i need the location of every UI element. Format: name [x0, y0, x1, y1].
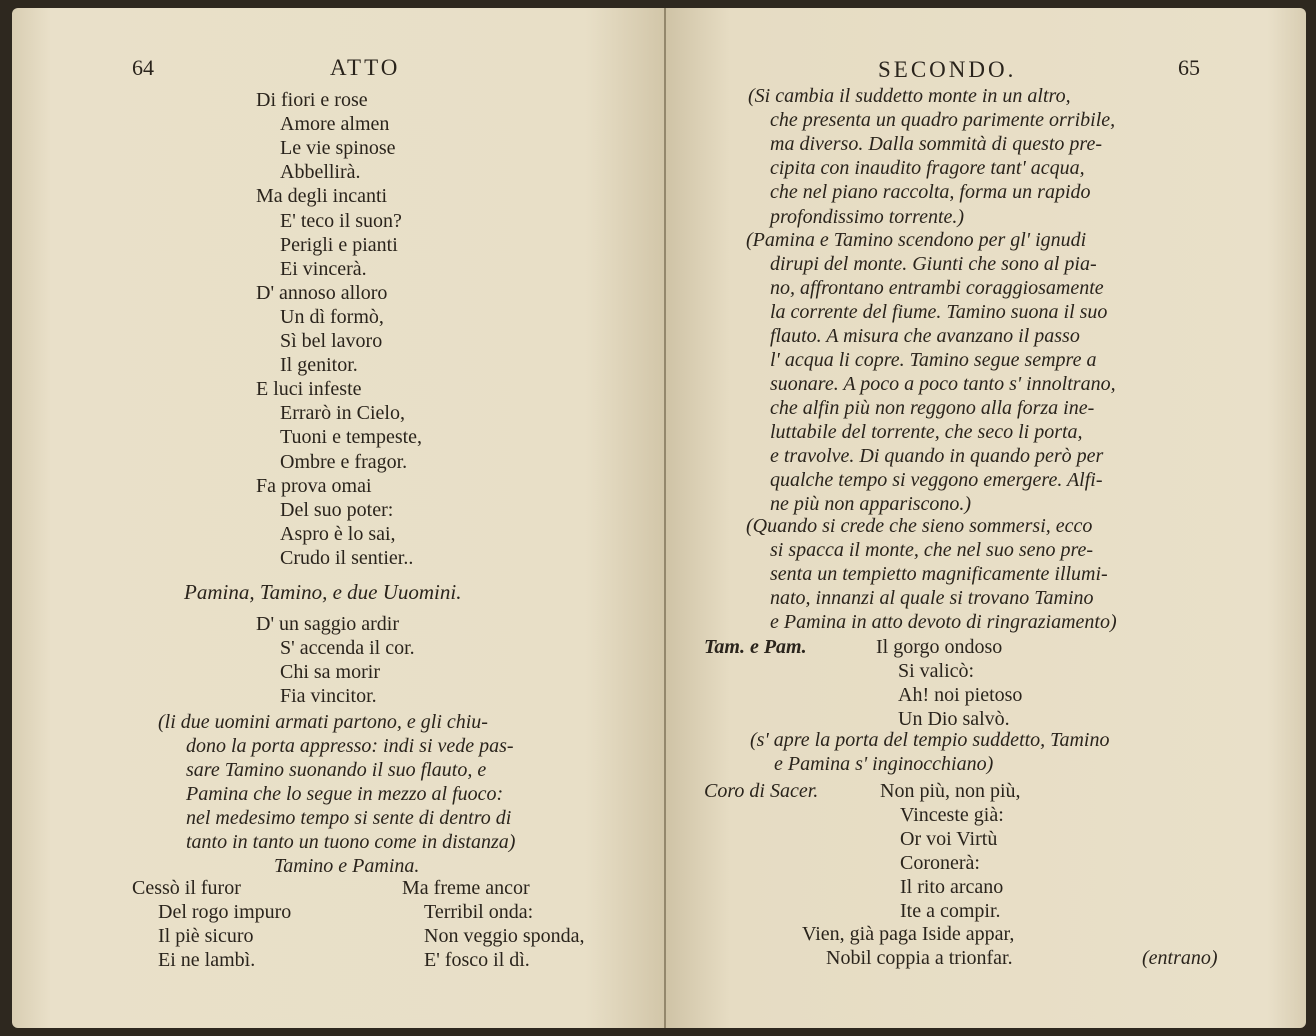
direction-line: (Si cambia il suddetto monte in un altro, — [748, 85, 1071, 107]
direction-line: (Pamina e Tamino scendono per gl' ignudi — [746, 229, 1087, 251]
right-page — [666, 8, 1306, 1028]
direction-line: (Quando si crede che sieno sommersi, ecco — [746, 515, 1093, 537]
verse-line: S' accenda il cor. — [280, 637, 415, 659]
verse-line: Abbellirà. — [280, 161, 361, 184]
direction-line: cipita con inaudito fragore tant' acqua, — [770, 157, 1085, 180]
direction-line: si spacca il monte, che nel suo seno pre- — [770, 539, 1094, 561]
verse-line: Si valicò: — [898, 660, 975, 682]
direction-line: la corrente del fiume. Tamino suona il suo — [770, 301, 1108, 323]
speaker-coro: Coro di Sacer. — [704, 780, 819, 802]
left-page — [12, 8, 664, 1028]
verse-line: D' un saggio ardir — [256, 613, 400, 635]
verse-line: Un Dio salvò. — [898, 708, 1010, 730]
verse-line: Ite a compir. — [900, 900, 1001, 922]
exit-direction: (entrano) — [1142, 947, 1218, 969]
direction-line: senta un tempietto magnificamente illumi- — [770, 563, 1108, 585]
verse-line: Ma degli incanti — [256, 185, 388, 208]
running-head-right: SECONDO. — [878, 57, 1017, 82]
direction-line: luttabile del torrente, che seco li porta, — [770, 421, 1083, 443]
direction-line: ma diverso. Dalla sommità di questo pre- — [770, 133, 1103, 156]
direction-line: l' acqua li copre. Tamino segue sempre a — [770, 349, 1097, 371]
direction-line: che nel piano raccolta, forma un rapido — [770, 181, 1091, 204]
verse-line: Vinceste già: — [900, 804, 1004, 826]
direction-line: flauto. A misura che avanzano il passo — [770, 325, 1080, 347]
verse-line: Ah! noi pietoso — [898, 684, 1023, 706]
verse-line: Crudo il sentier.. — [280, 546, 414, 569]
duet-line: Non veggio sponda, — [424, 925, 585, 947]
verse-line: Fa prova omai — [256, 474, 372, 497]
verse-line: Sì bel lavoro — [280, 330, 383, 352]
direction-line: tanto in tanto un tuono come in distanza) — [186, 831, 516, 853]
verse-line: E luci infeste — [256, 378, 362, 401]
verse-line: Ombre e fragor. — [280, 450, 408, 473]
verse-line: Non più, non più, — [880, 780, 1021, 802]
verse-line: Di fiori e rose — [256, 89, 368, 111]
direction-line: nato, innanzi al quale si trovano Tamino — [770, 587, 1094, 609]
verse-line: Fia vincitor. — [280, 685, 377, 707]
direction-line: e Pamina in atto devoto di ringraziamento) — [770, 611, 1117, 633]
duet-line: Ei ne lambì. — [158, 949, 256, 971]
scene-heading: Pamina, Tamino, e due Uuomini. — [184, 580, 462, 604]
duet-heading: Tamino e Pamina. — [274, 855, 420, 877]
verse-line: Del suo poter: — [280, 498, 394, 521]
verse-line: Amore almen — [280, 113, 390, 136]
duet-line: Cessò il furor — [132, 877, 241, 899]
verse-line: Errarò in Cielo, — [280, 402, 405, 425]
direction-line: e Pamina s' inginocchiano) — [774, 753, 994, 775]
page-number-right: 65 — [1178, 55, 1200, 80]
page-number-left: 64 — [132, 55, 154, 80]
direction-line: dono la porta appresso: indi si vede pas- — [186, 735, 514, 757]
direction-line: qualche tempo si veggono emergere. Alfi- — [770, 469, 1103, 491]
verse-line: Il rito arcano — [900, 876, 1004, 898]
verse-line: Tuoni e tempeste, — [280, 426, 423, 449]
verse-line: Or voi Virtù — [900, 828, 998, 850]
duet-line: Del rogo impuro — [158, 901, 292, 923]
direction-line: e travolve. Di quando in quando però per — [770, 445, 1104, 467]
direction-line: sare Tamino suonando il suo flauto, e — [186, 759, 487, 781]
direction-line: (li due uomini armati partono, e gli chiu- — [158, 711, 488, 733]
verse-line: Ei vincerà. — [280, 257, 367, 280]
direction-line: profondissimo torrente.) — [770, 205, 965, 228]
closing-line: Vien, già paga Iside appar, — [802, 923, 1015, 945]
verse-line: E' teco il suon? — [280, 209, 402, 232]
direction-line: che alfin più non reggono alla forza ine- — [770, 397, 1095, 419]
direction-line: dirupi del monte. Giunti che sono al pia- — [770, 253, 1097, 275]
duet-line: Ma freme ancor — [402, 877, 530, 899]
direction-line: no, affrontano entrambi coraggiosamente — [770, 277, 1104, 299]
direction-line: che presenta un quadro parimente orribile, — [770, 109, 1116, 132]
verse-line: Un dì formò, — [280, 305, 384, 328]
running-head-left: ATTO — [330, 55, 401, 80]
verse-line: Il genitor. — [280, 354, 358, 377]
verse-line: Le vie spinose — [280, 137, 396, 160]
speaker-tam-pam: Tam. e Pam. — [704, 636, 807, 658]
direction-line: ne più non appariscono.) — [770, 493, 972, 515]
duet-line: Terribil onda: — [424, 901, 534, 923]
verse-line: Perigli e pianti — [280, 233, 398, 256]
closing-line: Nobil coppia a trionfar. — [826, 947, 1013, 969]
verse-line: Coronerà: — [900, 852, 980, 874]
duet-line: Il piè sicuro — [158, 925, 254, 947]
verse-line: Chi sa morir — [280, 661, 380, 683]
direction-line: Pamina che lo segue in mezzo al fuoco: — [186, 783, 504, 805]
verse-line: Aspro è lo sai, — [280, 522, 396, 545]
verse-line: D' annoso alloro — [256, 281, 388, 304]
duet-line: E' fosco il dì. — [424, 949, 530, 971]
direction-line: nel medesimo tempo si sente di dentro di — [186, 807, 512, 829]
direction-line: suonare. A poco a poco tanto s' innoltrano, — [770, 373, 1116, 395]
verse-line: Il gorgo ondoso — [876, 636, 1003, 658]
direction-line: (s' apre la porta del tempio suddetto, Tamino — [750, 729, 1110, 751]
